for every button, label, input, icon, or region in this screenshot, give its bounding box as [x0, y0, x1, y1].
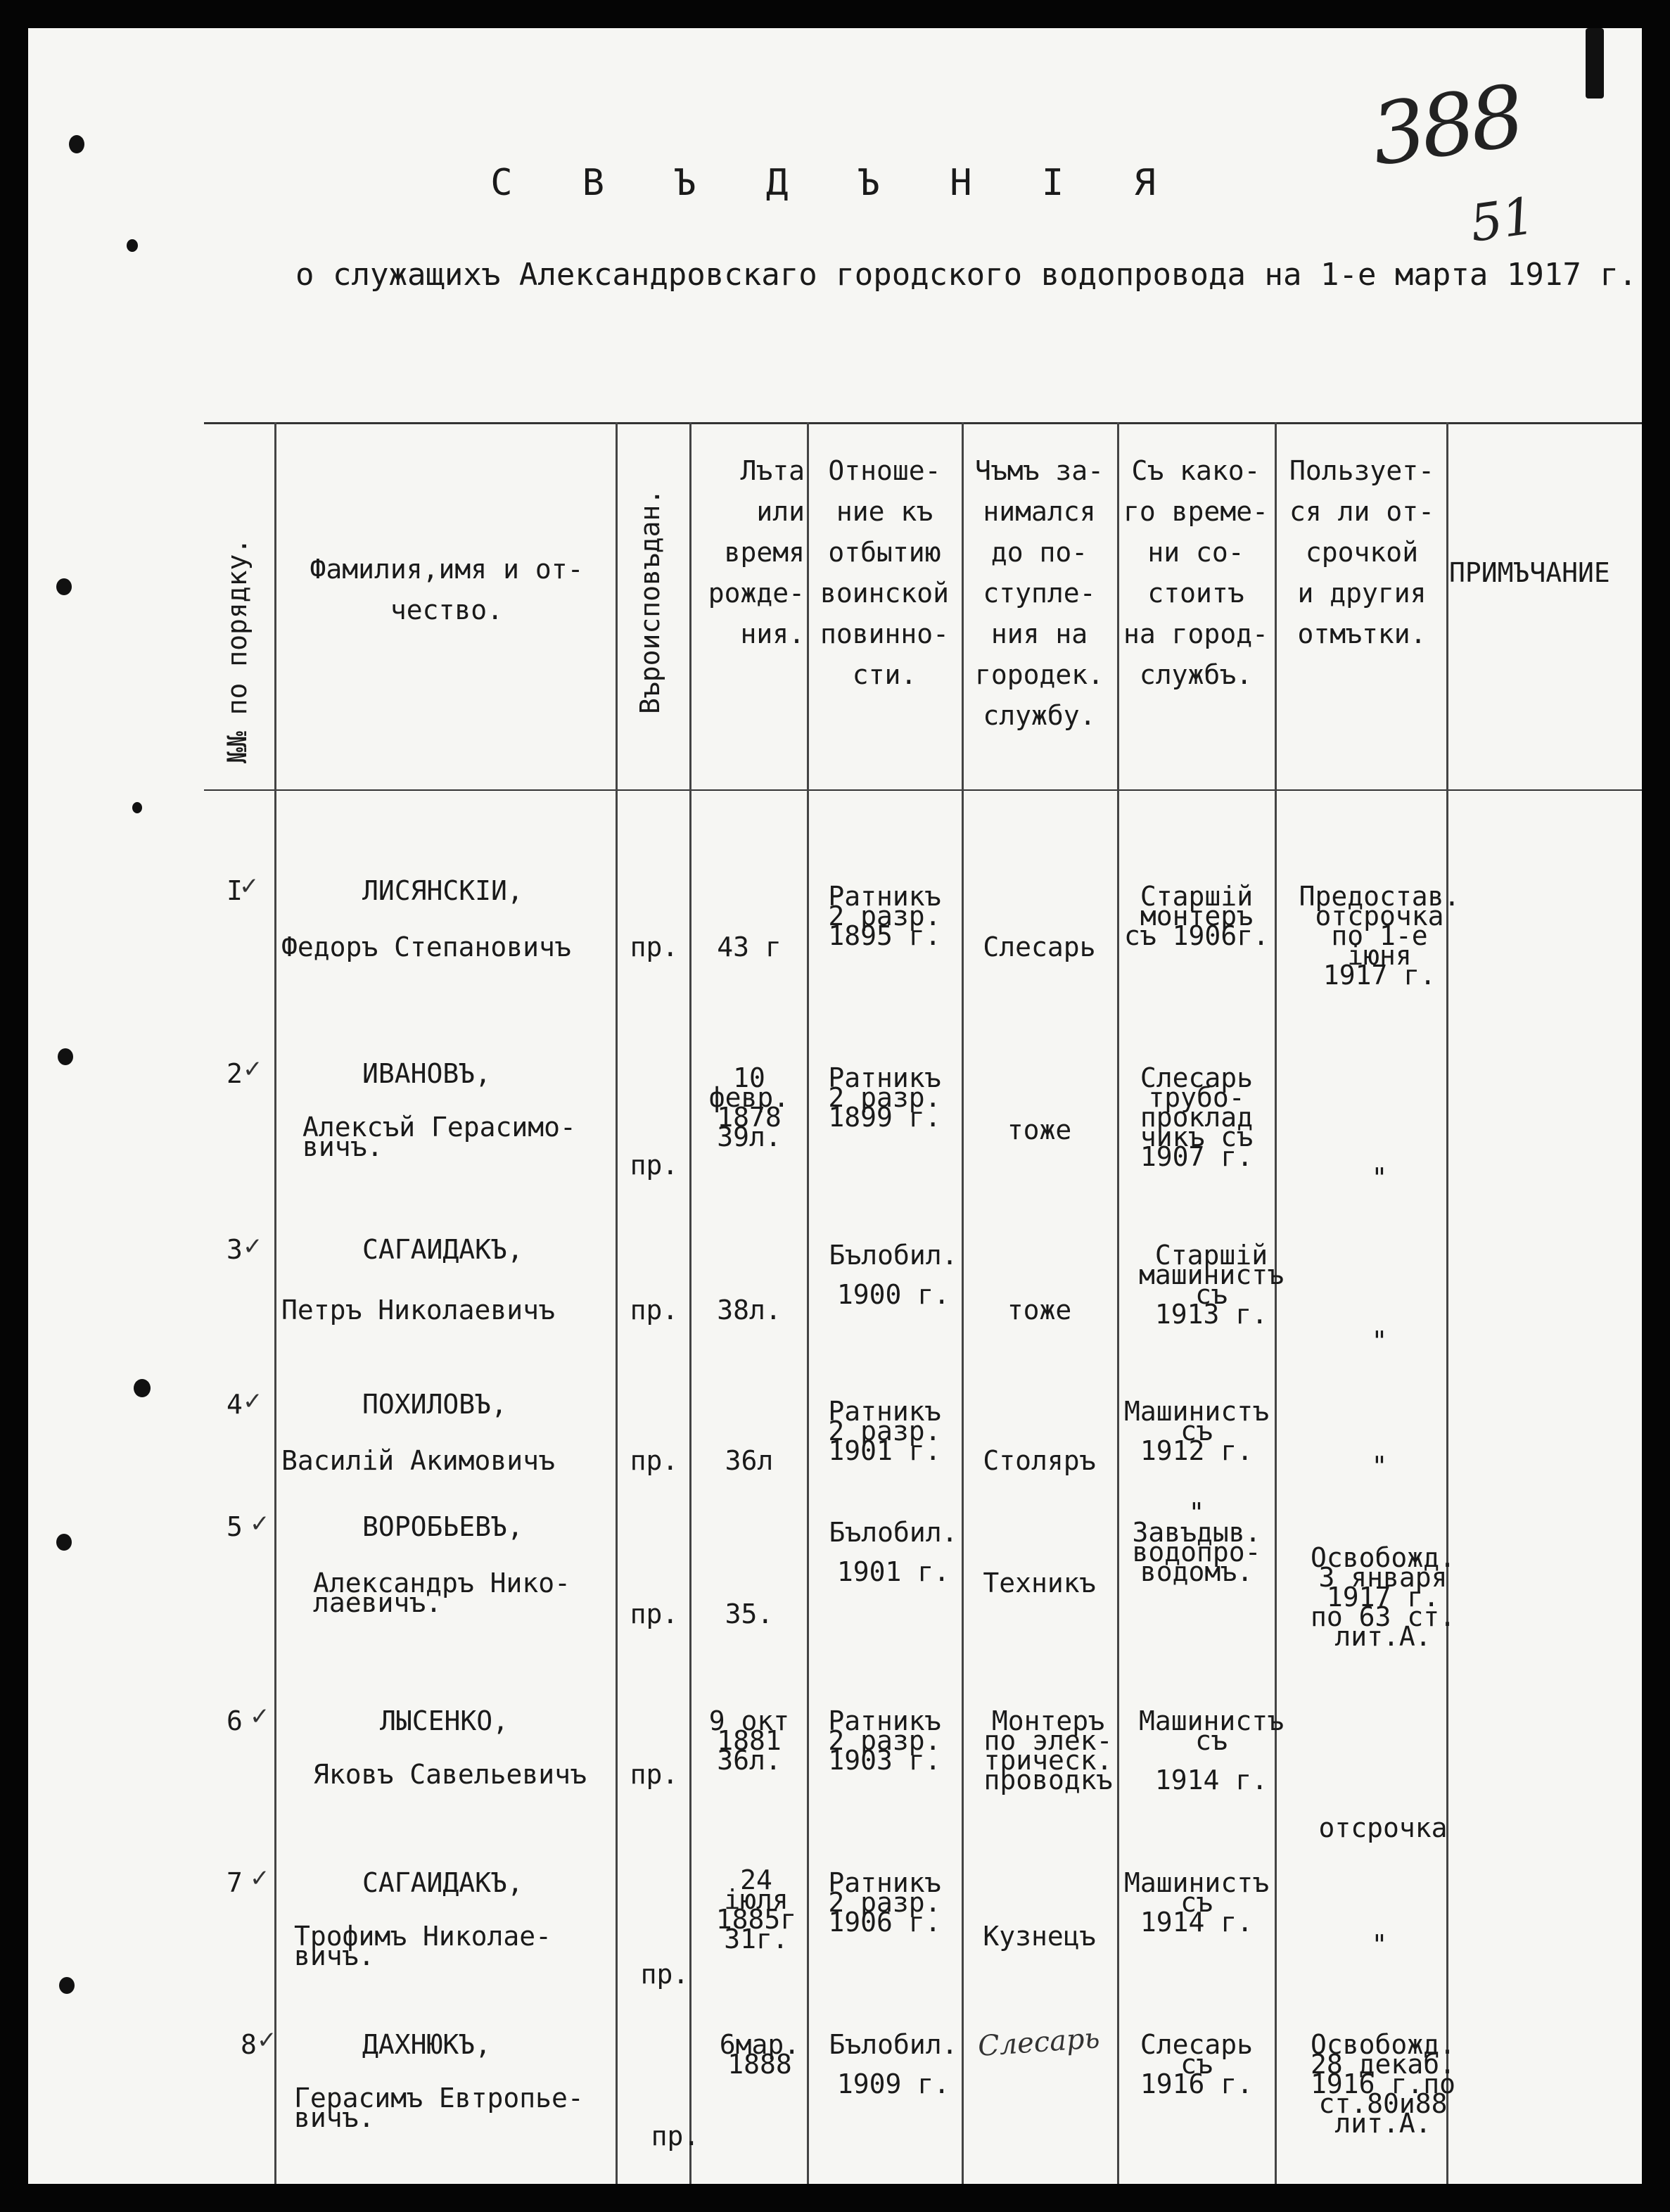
column-divider	[274, 422, 276, 2184]
row-prev-occupation: Техникъ	[983, 1568, 1096, 1598]
row-faith: пр.	[630, 1150, 679, 1181]
row-age: 36л	[725, 1445, 774, 1476]
row-prev-occupation: тоже	[1007, 1295, 1072, 1326]
header-note: ПРИМЪЧАНИЕ	[1449, 557, 1610, 588]
row-since: Слесарь съ 1916 г.	[1140, 2029, 1254, 2099]
document-page	[28, 28, 1642, 2184]
row-surname: ЛИСЯНСКIИ,	[362, 875, 523, 906]
header-prev: Чъмъ за- нимался до по- ступле- ния на городек. службу.	[974, 455, 1104, 731]
row-given-name: Федоръ Степановичъ	[281, 932, 571, 962]
row-faith: пр.	[640, 1959, 689, 1990]
checkmark-icon: ✓	[239, 872, 260, 901]
row-num: 5	[227, 1511, 243, 1542]
row-since: Старшiй машинистъ съ 1913 г.	[1139, 1240, 1284, 1330]
row-faith: пр.	[630, 1295, 679, 1326]
page-number: 388	[1365, 67, 1526, 186]
header-age: Лъта или время рожде- ния.	[708, 455, 805, 649]
row-given-name: Трофимъ Николае- вичъ.	[294, 1921, 552, 1971]
row-surname: ВОРОБЬЕВЪ,	[362, 1511, 523, 1542]
row-surname: ЛЫСЕНКО,	[380, 1705, 509, 1736]
row-military: Ратникъ 2 разр. 1903 г.	[828, 1705, 941, 1776]
row-surname: ДАХНЮКЪ,	[362, 2029, 492, 2060]
row-faith: пр.	[630, 1598, 679, 1629]
row-faith: пр.	[630, 932, 679, 962]
checkmark-icon: ✓	[250, 1703, 270, 1731]
row-deferral: "	[1371, 1451, 1388, 1482]
row-age: 38л.	[717, 1295, 782, 1326]
header-name: Фамилия,имя и от- чество.	[310, 554, 584, 625]
column-divider	[1446, 422, 1448, 2184]
header-num: №№ по порядку.	[222, 538, 253, 763]
row-surname: ИВАНОВЪ,	[362, 1058, 492, 1089]
column-divider	[689, 422, 691, 2184]
punch-hole-mark	[59, 1977, 75, 1994]
row-age: 35.	[725, 1598, 774, 1629]
row-given-name: Александръ Нико- лаевичъ.	[313, 1568, 571, 1618]
header-faith: Въроисповъдан.	[635, 488, 665, 714]
punch-hole-mark	[69, 135, 84, 153]
row-surname: ПОХИЛОВЪ,	[362, 1389, 507, 1420]
row-age: 24 iюля 1885г 31г.	[715, 1864, 797, 1954]
table-header-rule	[204, 789, 1642, 791]
row-deferral: Освобожд. 28 декаб. 1916 г.по ст.80и88 лит.А.	[1311, 2029, 1455, 2139]
row-num: 7	[227, 1867, 243, 1898]
row-military: Ратникъ 2 разр. 1895 г.	[828, 881, 941, 951]
row-military: Бълобил. 1900 г.	[829, 1240, 958, 1310]
header-deferral: Пользует- ся ли от- срочкой и другия отмътки.	[1289, 455, 1434, 649]
row-prev-occupation: тоже	[1007, 1114, 1072, 1145]
row-age: 10 февр. 1878 39л.	[708, 1062, 790, 1152]
row-since: " Завъдыв. водопро- водомъ.	[1132, 1497, 1261, 1587]
page-number-old: 51	[1466, 186, 1539, 253]
row-faith: пр.	[651, 2121, 700, 2151]
row-since: Машинистъ съ 1912 г.	[1124, 1396, 1269, 1466]
column-divider	[616, 422, 618, 2184]
row-num: 3	[227, 1234, 243, 1265]
row-deferral: Освобожд. 3 января 1917 г. по 63 ст. лит.А.	[1311, 1542, 1455, 1652]
punch-hole-mark	[134, 1379, 151, 1397]
row-prev-occupation: Слесарь	[976, 2022, 1101, 2063]
header-military: Отноше- ние къ отбытию воинской повинно- сти.	[820, 455, 950, 690]
row-given-name: Алексъй Герасимо- вичъ.	[302, 1112, 576, 1162]
row-since: Машинистъ съ 1914 г.	[1124, 1867, 1269, 1938]
row-age: 9 окт 1881 36л.	[708, 1705, 790, 1776]
punch-hole-mark	[56, 1534, 72, 1551]
row-military: Ратникъ 2 разр. 1901 г.	[828, 1396, 941, 1466]
row-prev-occupation: Кузнецъ	[983, 1921, 1096, 1952]
row-given-name: Петръ Николаевичъ	[281, 1295, 555, 1326]
row-military: Ратникъ 2 разр. 1906 г.	[828, 1867, 941, 1938]
row-num: 6	[227, 1705, 243, 1736]
row-surname: САГАИДАКЪ,	[362, 1867, 523, 1898]
checkmark-icon: ✓	[250, 1510, 270, 1538]
row-num: I	[227, 875, 243, 906]
row-since: Слесарь трубо- проклад чикъ съ 1907 г.	[1140, 1062, 1254, 1172]
row-num: 2	[227, 1058, 243, 1089]
row-military: Ратникъ 2 разр. 1899 г.	[828, 1062, 941, 1133]
row-since: Машинистъ съ 1914 г.	[1139, 1705, 1284, 1795]
row-faith: пр.	[630, 1445, 679, 1476]
row-given-name: Герасимъ Евтропье- вичъ.	[294, 2083, 584, 2133]
edge-bar-mark	[1586, 28, 1604, 98]
header-since: Съ како- го време- ни со- стоитъ на город- службъ.	[1123, 455, 1268, 690]
row-given-name: Василiй Акимовичъ	[281, 1445, 555, 1476]
row-surname: САГАИДАКЪ,	[362, 1234, 523, 1265]
row-deferral: отсрочка	[1318, 1812, 1448, 1843]
document-subtitle: о служащихъ Александровскаго городского водопровода на 1-е марта 1917 г.	[295, 257, 1638, 293]
punch-hole-mark	[132, 802, 142, 813]
checkmark-icon: ✓	[243, 1055, 263, 1083]
row-military: Бълобил. 1909 г.	[829, 2029, 958, 2099]
row-age: 43 г	[717, 932, 782, 962]
punch-hole-mark	[127, 239, 138, 252]
row-prev-occupation: Столяръ	[983, 1445, 1096, 1476]
punch-hole-mark	[58, 1048, 73, 1065]
row-num: 8	[241, 2029, 257, 2060]
checkmark-icon: ✓	[257, 2026, 277, 2054]
document-title: С В Ъ Д Ъ Н І Я	[490, 162, 1180, 204]
row-deferral: "	[1371, 1929, 1388, 1960]
row-deferral: "	[1371, 1162, 1388, 1193]
row-military: Бълобил. 1901 г.	[829, 1517, 958, 1587]
table-top-rule	[204, 422, 1642, 424]
punch-hole-mark	[56, 578, 72, 595]
checkmark-icon: ✓	[243, 1387, 263, 1416]
checkmark-icon: ✓	[250, 1864, 270, 1893]
checkmark-icon: ✓	[243, 1233, 263, 1261]
row-prev-occupation: Слесарь	[983, 932, 1096, 962]
row-since: Старшiй монтеръ съ 1906г.	[1124, 881, 1269, 951]
row-num: 4	[227, 1389, 243, 1420]
row-age: 6мар. 1888	[719, 2029, 801, 2080]
row-deferral: "	[1371, 1326, 1388, 1356]
row-deferral: Предостав. отсрочка по 1-е iюня 1917 г.	[1299, 881, 1460, 991]
row-prev-occupation: Монтеръ по элек- трическ. проводкъ	[983, 1705, 1113, 1795]
row-faith: пр.	[630, 1759, 679, 1790]
row-given-name: Яковъ Савельевичъ	[313, 1759, 587, 1790]
